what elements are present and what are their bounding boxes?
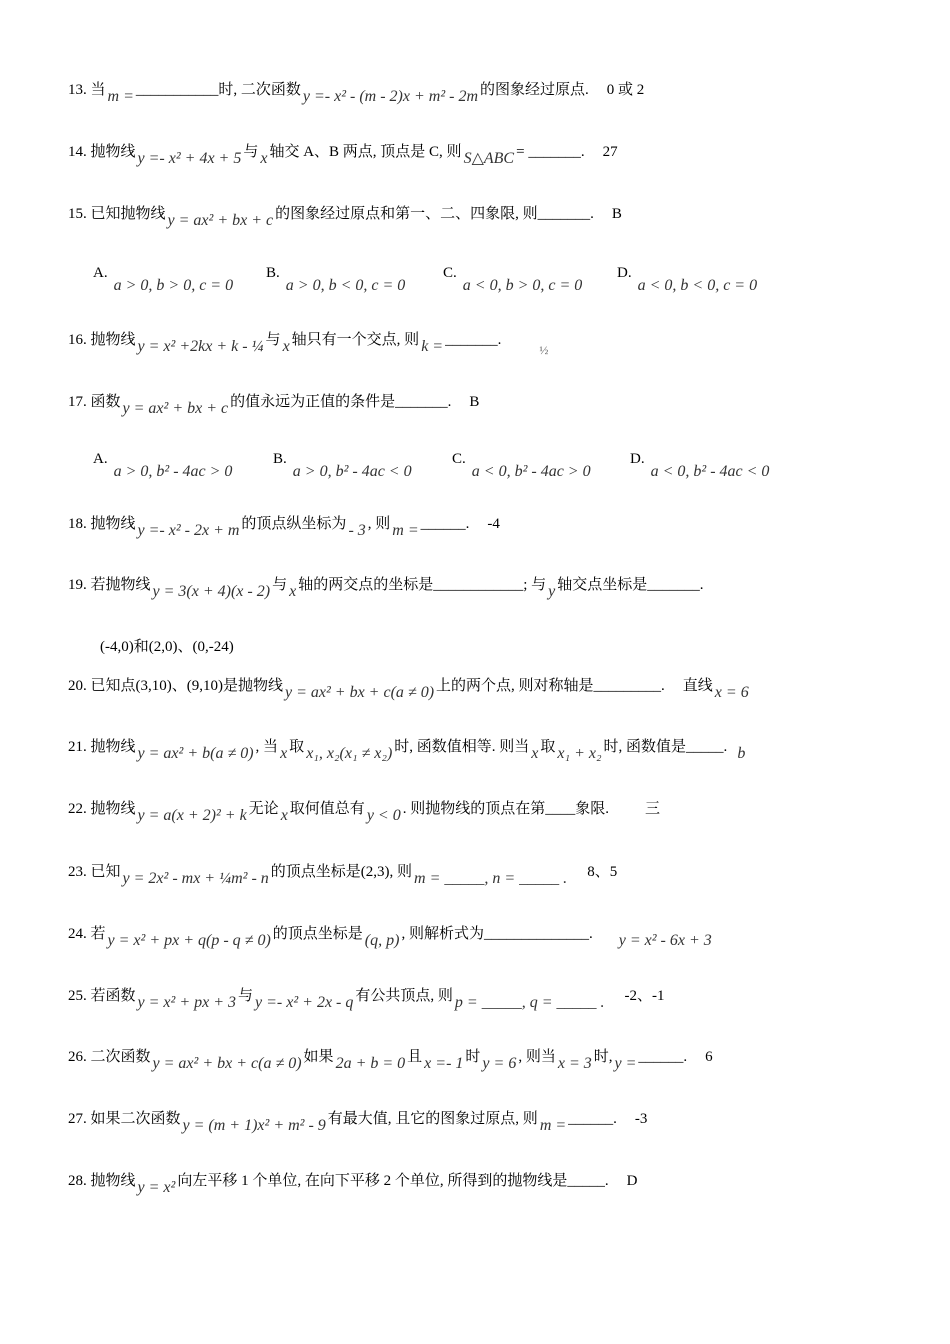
math-expr: y = (m + 1)x² + m² - 9	[182, 1117, 326, 1134]
math-expr: y < 0	[366, 807, 401, 824]
question-28: 28. 抛物线 y = x² 向左平移 1 个单位, 在向下平移 2 个单位, 所得到的抛物线是_____. D	[68, 1173, 638, 1196]
math-expr: p = _____, q = _____ .	[454, 994, 605, 1011]
math-expr: y = ax² + bx + c	[122, 400, 229, 417]
math-expr: 2a + b = 0	[335, 1055, 406, 1072]
math-expr: y = a(x + 2)² + k	[137, 807, 247, 824]
answer: -3	[634, 1111, 648, 1127]
math-expr: k =	[421, 338, 444, 355]
math-expr: y = ax² + bx + c(a ≠ 0)	[284, 684, 435, 701]
answer: y = x² - 6x + 3	[618, 932, 712, 949]
answer: 8、5	[587, 864, 618, 880]
math-expr: m =	[539, 1117, 567, 1134]
question-19: 19. 若抛物线 y = 3(x + 4)(x - 2) 与 x 轴的两交点的坐标是____________; 与 y 轴交点坐标是_______.	[68, 577, 704, 600]
math-expr: y = 3(x + 4)(x - 2)	[152, 583, 271, 600]
math-expr: x = 6	[714, 684, 749, 701]
question-24: 24. 若 y = x² + px + q(p - q ≠ 0) 的顶点坐标是 (q, p) , 则解析式为______________. y = x² - 6x + 3	[68, 926, 712, 949]
answer: -4	[487, 516, 500, 532]
option-15-c: C.a < 0, b > 0, c = 0	[443, 265, 583, 294]
answer-19: (-4,0)和(2,0)、(0,-24)	[100, 639, 234, 655]
answer: 0 或 2	[606, 82, 645, 98]
question-14: 14. 抛物线 y =- x² + 4x + 5 与 x 轴交 A、B 两点, 顶点是 C, 则 S△ABC = _______. 27	[68, 144, 618, 167]
answer: 三	[644, 801, 660, 817]
option-15-a: A.a > 0, b > 0, c = 0	[93, 265, 234, 294]
question-13: 13. 当 m = ___________时, 二次函数 y =- x² - (m - 2)x + m² - 2m 的图象经过原点. 0 或 2	[68, 82, 645, 105]
math-expr: y = x² + px + q(p - q ≠ 0)	[107, 932, 271, 949]
math-expr: - 3	[348, 522, 366, 539]
math-expr: y = ax² + b(a ≠ 0)	[137, 745, 254, 762]
math-expr: y	[548, 583, 556, 600]
math-expr: x	[531, 745, 539, 762]
answer: 27	[602, 144, 618, 160]
math-expr: S△ABC	[463, 150, 515, 167]
math-expr: m =	[107, 88, 134, 105]
answer: D	[626, 1173, 638, 1189]
math-expr: m =	[392, 522, 419, 539]
answer: -2、-1	[624, 988, 665, 1004]
question-22: 22. 抛物线 y = a(x + 2)² + k 无论 x 取何值总有 y < 0 . 则抛物线的顶点在第____象限. 三	[68, 801, 660, 824]
math-expr: x₁, x₂(x₁ ≠ x₂)	[306, 745, 393, 762]
option-17-c: C.a < 0, b² - 4ac > 0	[452, 451, 591, 480]
math-expr: x	[280, 807, 288, 824]
question-18: 18. 抛物线 y =- x² - 2x + m 的顶点纵坐标为 - 3 , 则 m = ______. -4	[68, 516, 500, 539]
math-expr: x =- 1	[424, 1055, 464, 1072]
math-expr: y = 2x² - mx + ¼m² - n	[122, 870, 269, 887]
math-expr: x	[289, 583, 297, 600]
option-17-a: A.a > 0, b² - 4ac > 0	[93, 451, 233, 480]
question-20: 20. 已知点(3,10)、(9,10)是抛物线 y = ax² + bx + c(a ≠ 0) 上的两个点, 则对称轴是_________. 直线 x = 6	[68, 678, 749, 701]
math-expr: y =- x² + 4x + 5	[137, 150, 242, 167]
math-expr: y = ax² + bx + c(a ≠ 0)	[152, 1055, 302, 1072]
question-17: 17. 函数 y = ax² + bx + c 的值永远为正值的条件是_______. B	[68, 394, 480, 417]
math-expr: y = x² + px + 3	[137, 994, 237, 1011]
question-27: 27. 如果二次函数 y = (m + 1)x² + m² - 9 有最大值, 且它的图象过原点, 则 m = ______. -3	[68, 1111, 648, 1134]
math-expr: y =- x² - (m - 2)x + m² - 2m	[302, 88, 479, 105]
answer-text: 直线	[682, 678, 713, 694]
question-21: 21. 抛物线 y = ax² + b(a ≠ 0) , 当 x 取 x₁, x₂(x₁ ≠ x₂) 时, 函数值相等. 则当 x 取 x₁ + x₂ 时, 函数值是_____. b	[68, 739, 746, 762]
option-15-d: D.a < 0, b < 0, c = 0	[617, 265, 758, 294]
question-23: 23. 已知 y = 2x² - mx + ¼m² - n 的顶点坐标是(2,3), 则 m = _____, n = _____ . 8、5	[68, 864, 618, 887]
math-expr: y =- x² + 2x - q	[255, 994, 354, 1011]
option-17-d: D.a < 0, b² - 4ac < 0	[630, 451, 770, 480]
answer: 6	[705, 1049, 713, 1065]
math-expr: m = _____, n = _____ .	[414, 870, 568, 887]
math-expr: x	[280, 745, 288, 762]
question-25: 25. 若函数 y = x² + px + 3 与 y =- x² + 2x - q 有公共顶点, 则 p = _____, q = _____ . -2、-1	[68, 988, 665, 1011]
math-expr: x	[260, 150, 268, 167]
answer: B	[469, 394, 480, 410]
math-expr: y =	[614, 1055, 637, 1072]
math-expr: y =- x² - 2x + m	[137, 522, 240, 539]
math-expr: y = 6	[482, 1055, 517, 1072]
math-expr: y = ax² + bx + c	[167, 212, 274, 229]
question-16: 16. 抛物线 y = x² +2kx + k - ¼ 与 x 轴只有一个交点, 则 $k = \_\_\_\_\_\_\_._{\frac{1}{2}}$	[68, 332, 549, 357]
option-15-b: B.a > 0, b < 0, c = 0	[266, 265, 406, 294]
answer: b	[737, 745, 746, 762]
math-expr: (q, p)	[364, 932, 400, 949]
answer: B	[611, 206, 622, 222]
math-expr: x = 3	[557, 1055, 592, 1072]
question-26: 26. 二次函数 y = ax² + bx + c(a ≠ 0) 如果 2a + b = 0 且 x =- 1 时 y = 6 , 则当 x = 3 时, y = ______. 6	[68, 1049, 713, 1072]
math-expr: y = x² +2kx + k - ¼	[137, 338, 264, 355]
answer: ½	[539, 343, 549, 357]
math-expr: y = x²	[137, 1179, 176, 1196]
option-17-b: B.a > 0, b² - 4ac < 0	[273, 451, 412, 480]
question-15: 15. 已知抛物线 y = ax² + bx + c 的图象经过原点和第一、二、四象限, 则_______. B	[68, 206, 622, 229]
math-expr: x	[282, 338, 290, 355]
math-expr: x₁ + x₂	[557, 745, 602, 762]
